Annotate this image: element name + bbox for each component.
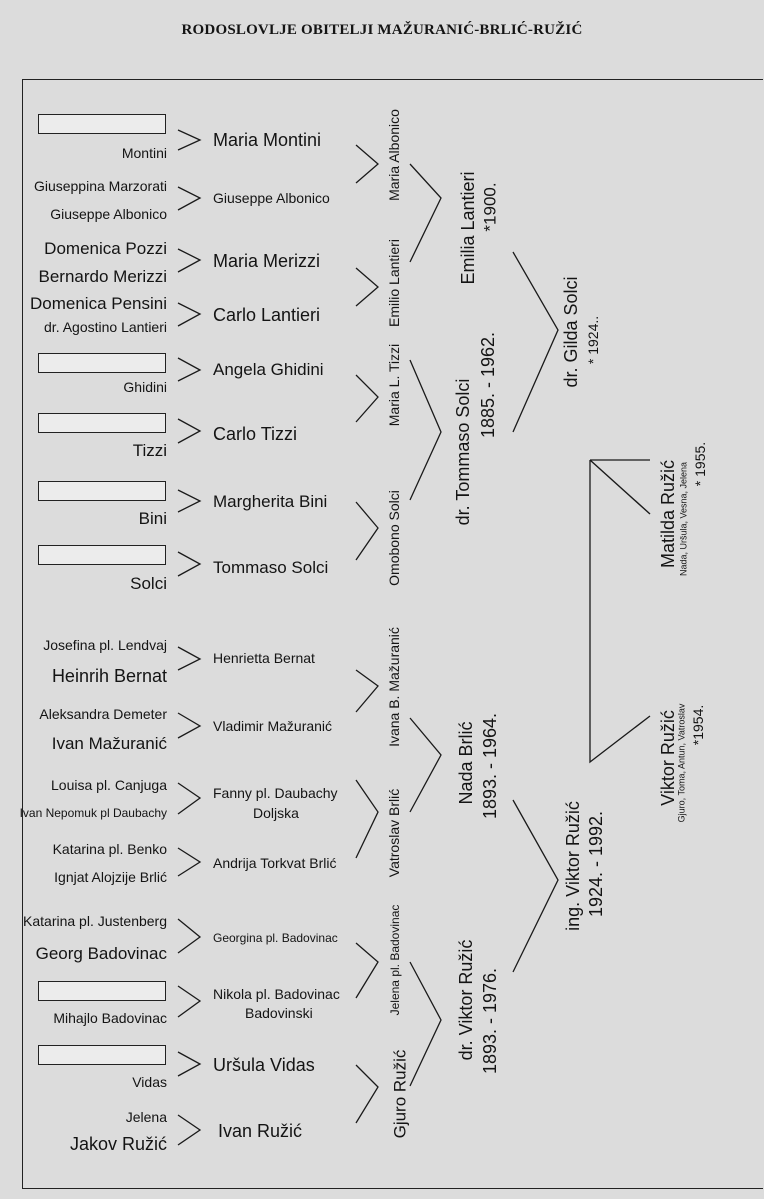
person-name: Omobono Solci <box>386 490 402 586</box>
ancestor-name: Giuseppina Marzorati <box>33 178 167 194</box>
unknown-name-box <box>38 545 166 565</box>
ancestor-name: Aleksandra Demeter <box>39 706 167 722</box>
ancestor-name: Katarina pl. Justenberg <box>23 913 167 929</box>
person-name: dr. Gilda Solci <box>561 276 581 388</box>
ancestor-name: Heinrih Bernat <box>51 666 167 686</box>
ancestor-name: Bini <box>138 509 167 528</box>
ancestor-name: Bernardo Merizzi <box>38 267 167 286</box>
person-name: Gjuro Ružić <box>390 1049 410 1139</box>
person-year: *1954. <box>690 704 706 746</box>
person-name: Carlo Lantieri <box>213 305 321 325</box>
person-name: Maria Montini <box>213 130 322 150</box>
person-name: Giuseppe Albonico <box>213 190 330 206</box>
person-name: Vatroslav Brlić <box>386 788 402 878</box>
ancestor-name: Giuseppe Albonico <box>50 206 167 222</box>
person-years: 1893. - 1976. <box>480 967 500 1075</box>
ancestor-name: Ghidini <box>123 379 167 395</box>
ancestor-name: Domenica Pozzi <box>44 239 167 258</box>
person-years: 1893. - 1964. <box>480 712 500 820</box>
children-names: Gjuro, Toma, Antun, Vatroslav <box>676 703 687 823</box>
ancestor-name: Ivan Mažuranić <box>51 734 167 753</box>
person-name: Ivana B. Mažuranić <box>386 627 402 747</box>
person-name: Tommaso Solci <box>213 558 329 577</box>
ancestor-name: Solci <box>130 574 167 593</box>
ancestor-name: dr. Agostino Lantieri <box>44 319 167 335</box>
person-name: Henrietta Bernat <box>213 650 315 666</box>
person-name: Fanny pl. Daubachy <box>213 785 338 801</box>
person-name: dr. Tommaso Solci <box>453 378 473 526</box>
ancestor-name: Georg Badovinac <box>35 944 167 963</box>
ancestor-name: Tizzi <box>132 441 167 460</box>
person-year: * 1955. <box>692 441 708 487</box>
person-name: Ivan Ružić <box>218 1121 303 1141</box>
unknown-name-box <box>38 413 166 433</box>
person-name: Badovinski <box>245 1005 313 1021</box>
person-name: Maria Merizzi <box>213 251 321 271</box>
person-years: 1924. - 1992. <box>586 810 606 918</box>
person-name: Doljska <box>253 805 299 821</box>
unknown-name-box <box>38 481 166 501</box>
person-name: Emilia Lantieri <box>458 171 478 285</box>
ancestor-name: Jelena <box>125 1109 167 1125</box>
person-name: Nikola pl. Badovinac <box>213 986 340 1002</box>
ancestor-name: Ivan Nepomuk pl Daubachy <box>19 806 167 820</box>
person-name: Matilda Ružić <box>658 459 678 569</box>
person-name: Nada Brlić <box>456 721 476 805</box>
person-name: Jelena pl. Badovinac <box>388 904 402 1016</box>
person-name: ing. Viktor Ružić <box>563 801 583 931</box>
ancestor-name: Domenica Pensini <box>29 294 167 313</box>
person-year: * 1924.. <box>585 315 601 365</box>
ancestor-name: Mihajlo Badovinac <box>53 1010 167 1026</box>
person-name: Vladimir Mažuranić <box>213 718 333 734</box>
unknown-name-box <box>38 353 166 373</box>
person-name: Maria Albonico <box>386 109 402 201</box>
ancestor-name: Ignjat Alojzije Brlić <box>54 869 167 885</box>
children-names: Nada, Uršula, Vesna, Jelena <box>678 461 689 577</box>
unknown-name-box <box>38 114 166 134</box>
person-name: Angela Ghidini <box>213 360 324 379</box>
unknown-name-box <box>38 981 166 1001</box>
ancestor-name: Vidas <box>132 1074 167 1090</box>
person-name: Maria L. Tizzi <box>386 343 402 427</box>
person-name: dr. Viktor Ružić <box>456 939 476 1061</box>
ancestor-name: Louisa pl. Canjuga <box>51 777 167 793</box>
person-year: *1900. <box>480 182 500 232</box>
ancestor-name: Jakov Ružić <box>69 1134 167 1154</box>
person-name: Andrija Torkvat Brlić <box>213 855 337 871</box>
person-name: Georgina pl. Badovinac <box>213 931 338 945</box>
person-years: 1885. - 1962. <box>478 331 498 439</box>
ancestor-name: Katarina pl. Benko <box>52 841 167 857</box>
person-name: Uršula Vidas <box>213 1055 315 1075</box>
person-name: Margherita Bini <box>213 492 328 511</box>
ancestor-name: Josefina pl. Lendvaj <box>43 637 167 653</box>
ancestor-name: Montini <box>121 145 167 161</box>
person-name: Emilio Lantieri <box>386 239 402 327</box>
person-name: Viktor Ružić <box>658 710 678 806</box>
page-title: RODOSLOVLJE OBITELJI MAŽURANIĆ-BRLIĆ-RUŽIĆ <box>181 22 583 38</box>
unknown-name-box <box>38 1045 166 1065</box>
person-name: Carlo Tizzi <box>213 424 298 444</box>
